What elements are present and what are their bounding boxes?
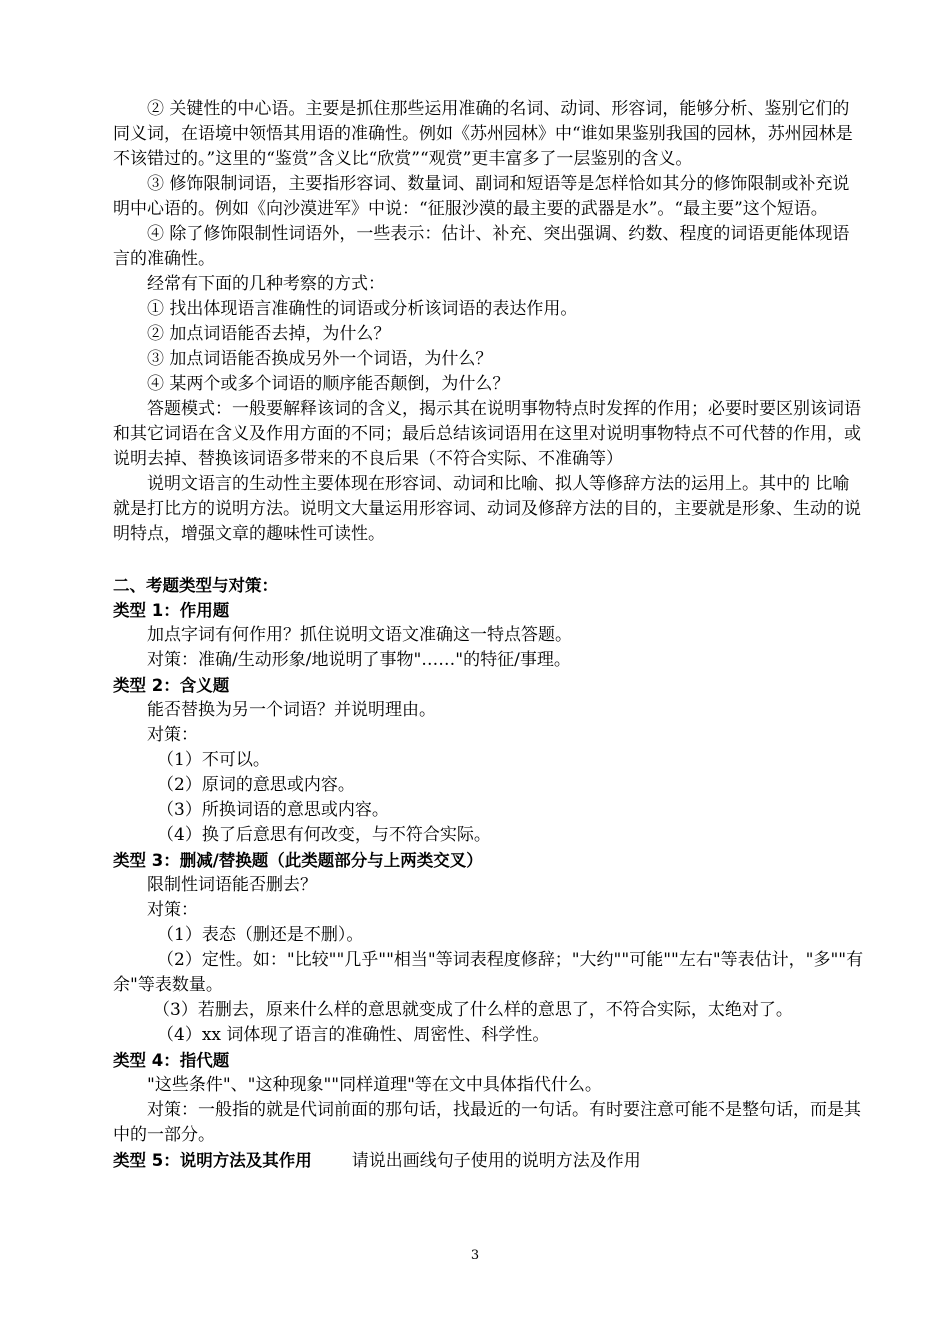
type3-item: （1）表态（删还是不删）。 <box>157 925 364 945</box>
type1-heading: 类型 1：作用题 <box>113 601 230 620</box>
exam-method-item: ② 加点词语能否去掉，为什么？ <box>147 324 391 344</box>
type3-heading: 类型 3：删减/替换题（此类题部分与上两类交叉） <box>113 851 483 870</box>
section-title: 二、考题类型与对策： <box>113 576 278 595</box>
type4-question: "这些条件"、"这种现象""同样道理"等在文中具体指代什么。 <box>147 1075 602 1095</box>
exam-method-item: ④ 某两个或多个词语的顺序能否颠倒，为什么？ <box>147 374 510 394</box>
type3-item: （3）若删去，原来什么样的意思就变成了什么样的意思了，不符合实际，太绝对了。 <box>153 1000 793 1020</box>
type4-heading: 类型 4：指代题 <box>113 1051 230 1070</box>
exam-method-item: ③ 加点词语能否换成另外一个词语，为什么？ <box>147 349 493 369</box>
paragraph-exam-methods-intro: 经常有下面的几种考察的方式： <box>147 274 385 294</box>
page-number: 3 <box>470 1248 480 1263</box>
paragraph-modifier-words: ③ 修饰限制词语，主要指形容词、数量词、副词和短语等是怎样恰如其分的修饰限制或补充说明中心语的。例如《向沙漠进军》中说：“征服沙漠的最主要的武器是水”。“最主要”这个短语。 <box>113 174 850 219</box>
type3-item: （2）定性。如："比较""几乎""相当"等词表程度修辞；"大约""可能""左右"等表估计，"多""有余"等表数量。 <box>113 950 864 995</box>
type3-item: （4）xx 词体现了语言的准确性、周密性、科学性。 <box>157 1025 550 1045</box>
type5-line <box>113 1148 865 1174</box>
paragraph-central-word: ② 关键性的中心语。主要是抓住那些运用准确的名词、动词、形容词，能够分析、鉴别它们的同义词，在语境中领悟其用语的准确性。例如《苏州园林》中“谁如果鉴别我国的园林，苏州园林是不该错过的。”这里的“鉴赏”含义比“欣赏”“观赏”更丰富多了一层鉴别的含义。 <box>113 99 853 169</box>
page-content <box>113 97 865 1174</box>
type2-heading: 类型 2：含义题 <box>113 676 230 695</box>
paragraph-vividness: 说明文语言的生动性主要体现在形容词、动词和比喻、拟人等修辞方法的运用上。其中的 比喻就是打比方的说明方法。说明文大量运用形容词、动词及修辞方法的目的，主要就是形象、生动的说明特点，增强文章的趣味性可读性。 <box>113 474 861 544</box>
type2-item: （2）原词的意思或内容。 <box>157 775 355 795</box>
type1-question: 加点字词有何作用？抓住说明文语文准确这一特点答题。 <box>147 625 572 645</box>
type2-strategy-label: 对策： <box>147 725 198 745</box>
type2-item: （1）不可以。 <box>157 750 270 770</box>
exam-method-item: ① 找出体现语言准确性的词语或分析该词语的表达作用。 <box>147 299 578 319</box>
blank-line <box>113 547 865 573</box>
type2-item: （3）所换词语的意思或内容。 <box>157 800 389 820</box>
paragraph-other-words: ④ 除了修饰限制性词语外，一些表示：估计、补充、突出强调、约数、程度的词语更能体现语言的准确性。 <box>113 224 850 269</box>
type2-item: （4）换了后意思有何改变，与不符合实际。 <box>157 825 491 845</box>
type5-heading: 类型 5：说明方法及其作用 <box>113 1151 312 1170</box>
paragraph-answer-pattern: 答题模式：一般要解释该词的含义，揭示其在说明事物特点时发挥的作用；必要时要区别该词语和其它词语在含义及作用方面的不同；最后总结该词语用在这里对说明事物特点不可代替的作用，或说明去掉、替换该词语多带来的不良后果（不符合实际、不准确等） <box>113 399 861 469</box>
type4-strategy: 对策：一般指的就是代词前面的那句话，找最近的一句话。有时要注意可能不是整句话，而是其中的一部分。 <box>113 1100 861 1145</box>
type2-question: 能否替换为另一个词语？并说明理由。 <box>147 700 436 720</box>
type1-strategy: 对策：准确/生动形象/地说明了事物"……"的特征/事理。 <box>147 650 571 670</box>
type3-strategy-label: 对策： <box>147 900 198 920</box>
type3-question: 限制性词语能否删去？ <box>147 875 317 895</box>
type5-note: 请说出画线句子使用的说明方法及作用 <box>351 1151 641 1171</box>
